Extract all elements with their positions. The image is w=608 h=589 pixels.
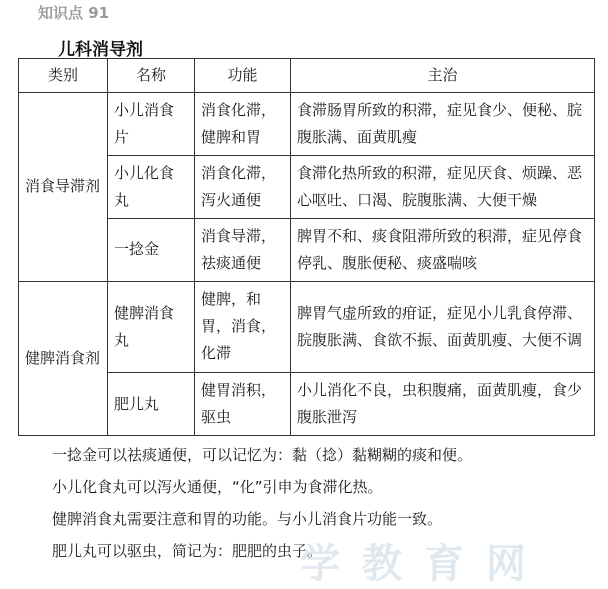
note-line: 小儿化食丸可以泻火通便，“化”引申为食滞化热。 — [52, 478, 383, 496]
header-function: 功能 — [195, 59, 291, 93]
knowledge-point-label: 知识点 91 — [38, 4, 110, 22]
indication-cell: 食滞化热所致的积滞，症见厌食、烦躁、恶心呕吐、口渴、脘腹胀满、大便干燥 — [291, 155, 595, 218]
function-cell: 消食化滞，健脾和胃 — [195, 93, 291, 156]
note-line: 一捻金可以祛痰通便，可以记忆为：黏（捻）黏糊糊的痰和便。 — [52, 446, 473, 464]
function-cell: 健脾，和胃，消食，化滞 — [195, 281, 291, 373]
header-name: 名称 — [108, 59, 195, 93]
indication-cell: 脾胃不和、痰食阻滞所致的积滞，症见停食停乳、腹胀便秘、痰盛喘咳 — [291, 218, 595, 281]
function-cell: 健胃消积，驱虫 — [195, 373, 291, 436]
watermark: 学教育网 — [300, 541, 548, 587]
category-cell: 健脾消食剂 — [19, 281, 108, 435]
indication-cell: 小儿消化不良，虫积腹痛，面黄肌瘦，食少腹胀泄泻 — [291, 373, 595, 436]
indication-cell: 食滞肠胃所致的积滞，症见食少、便秘、脘腹胀满、面黄肌瘦 — [291, 93, 595, 156]
table-row — [19, 281, 595, 373]
function-cell: 消食导滞，祛痰通便 — [195, 218, 291, 281]
name-cell: 健脾消食丸 — [108, 281, 195, 373]
name-cell: 一捻金 — [108, 218, 195, 281]
header-category: 类别 — [19, 59, 108, 93]
document-title: 儿科消导剂 — [58, 40, 143, 60]
name-cell: 肥儿丸 — [108, 373, 195, 436]
name-cell: 小儿消食片 — [108, 93, 195, 156]
name-cell: 小儿化食丸 — [108, 155, 195, 218]
note-line: 健脾消食丸需要注意和胃的功能。与小儿消食片功能一致。 — [52, 510, 443, 528]
note-line: 肥儿丸可以驱虫，简记为：肥肥的虫子。 — [52, 542, 323, 560]
indication-cell: 脾胃气虚所致的疳证，症见小儿乳食停滞、脘腹胀满、食欲不振、面黄肌瘦、大便不调 — [291, 281, 595, 373]
function-cell: 消食化滞，泻火通便 — [195, 155, 291, 218]
header-indication: 主治 — [291, 59, 595, 93]
category-cell: 消食导滞剂 — [19, 93, 108, 282]
table-header-row — [19, 59, 595, 93]
table-row — [19, 93, 595, 156]
formula-table — [18, 58, 595, 436]
